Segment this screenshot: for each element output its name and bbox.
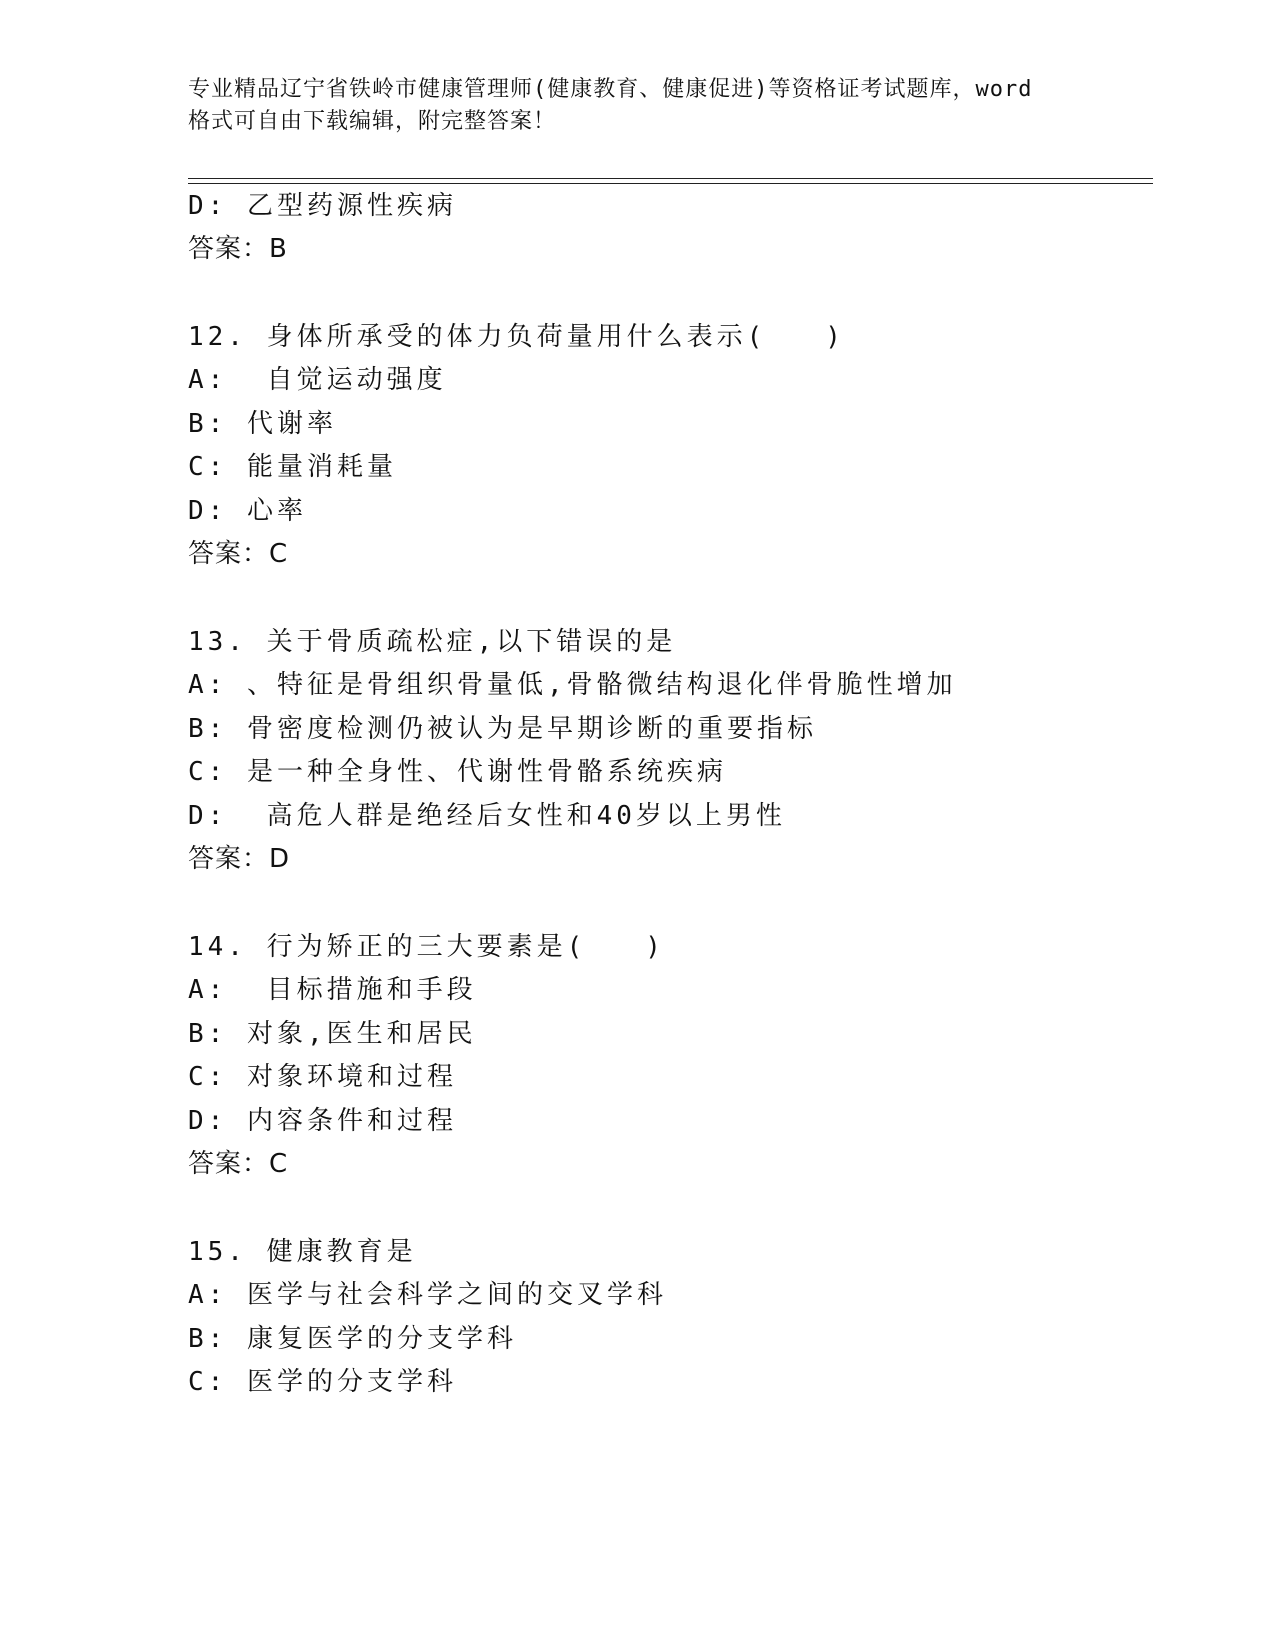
q14-option-c: C: 对象环境和过程: [188, 1062, 457, 1092]
document-header: [188, 74, 1088, 138]
q12-option-a: A: 自觉运动强度: [188, 365, 447, 395]
header-divider-top: [188, 178, 1153, 179]
q13-answer: 答案：D: [188, 844, 291, 874]
q12-question: 12. 身体所承受的体力负荷量用什么表示( ): [188, 322, 845, 352]
header-line-2: 格式可自由下载编辑，附完整答案！: [188, 109, 557, 134]
header-divider-bottom: [188, 183, 1153, 184]
q13-option-c: C: 是一种全身性、代谢性骨骼系统疾病: [188, 757, 727, 787]
q15-option-c: C: 医学的分支学科: [188, 1367, 457, 1397]
q14-option-a: A: 目标措施和手段: [188, 975, 477, 1005]
q15-option-b: B: 康复医学的分支学科: [188, 1324, 517, 1354]
q14-answer: 答案：C: [188, 1149, 289, 1179]
q12-option-c: C: 能量消耗量: [188, 452, 397, 482]
q14-option-b: B: 对象,医生和居民: [188, 1019, 477, 1049]
q12-option-b: B: 代谢率: [188, 409, 337, 439]
q13-option-d: D: 高危人群是绝经后女性和40岁以上男性: [188, 801, 786, 831]
q14-question: 14. 行为矫正的三大要素是( ): [188, 932, 665, 962]
q15-option-a: A: 医学与社会科学之间的交叉学科: [188, 1280, 667, 1310]
q11-option-d: D: 乙型药源性疾病: [188, 191, 457, 221]
q15-question: 15. 健康教育是: [188, 1237, 417, 1267]
q12-answer: 答案：C: [188, 539, 289, 569]
q13-option-a: A: 、特征是骨组织骨量低,骨骼微结构退化伴骨脆性增加: [188, 670, 957, 700]
q11-answer: 答案：B: [188, 234, 288, 264]
q12-option-d: D: 心率: [188, 496, 307, 526]
header-line-1: 专业精品辽宁省铁岭市健康管理师(健康教育、健康促进)等资格证考试题库，word: [188, 77, 1033, 102]
q13-question: 13. 关于骨质疏松症,以下错误的是: [188, 627, 677, 657]
q14-option-d: D: 内容条件和过程: [188, 1106, 457, 1136]
q13-option-b: B: 骨密度检测仍被认为是早期诊断的重要指标: [188, 714, 817, 744]
